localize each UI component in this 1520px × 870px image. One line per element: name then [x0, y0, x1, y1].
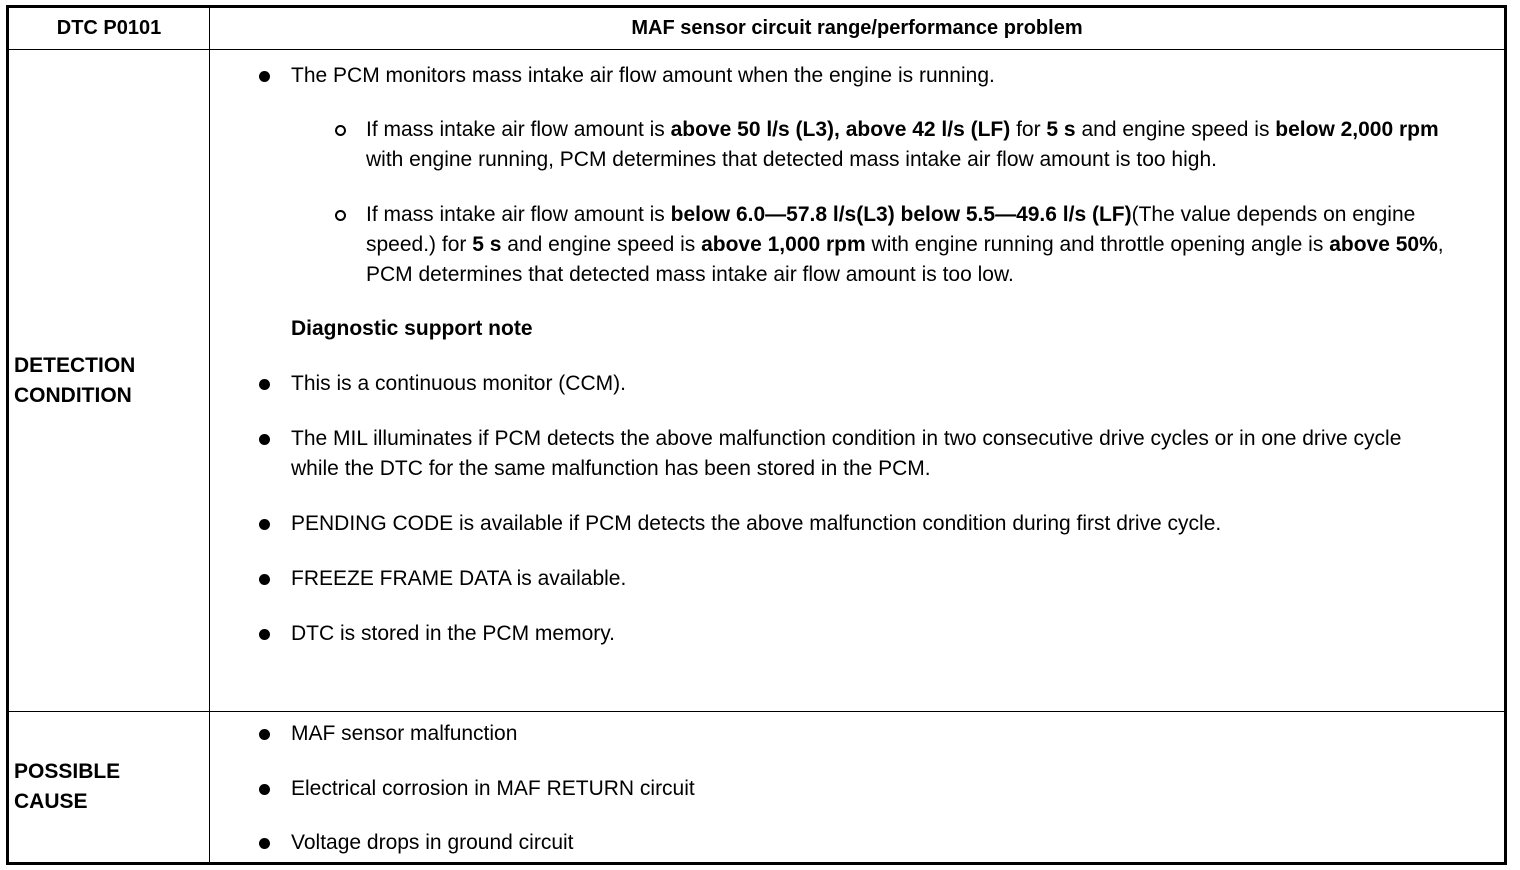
- detection-label: [8, 50, 210, 712]
- cause-row: [8, 712, 1506, 864]
- bullet-icon: [259, 784, 270, 795]
- note-text: DTC is stored in the PCM memory.: [291, 622, 616, 645]
- note-text: FREEZE FRAME DATA is available.: [291, 567, 627, 590]
- dtc-table: [6, 5, 1507, 865]
- note-text: PENDING CODE is available if PCM detects the above malfunction condition during first drive cycle.: [291, 512, 1222, 535]
- list-item: [210, 424, 1444, 484]
- emphasis-text: below 6.0—57.8 l/s(L3) below 5.5—49.6 l/s (LF): [670, 203, 1132, 226]
- list-item: [210, 719, 1444, 749]
- text-run: and engine speed is: [1075, 118, 1276, 141]
- list-item: [210, 564, 1444, 594]
- text-run: , PCM determines that detected mass intake air flow amount is too low.: [366, 233, 1444, 286]
- text-run: If mass intake air flow amount is: [366, 203, 671, 226]
- text-run: for: [1010, 118, 1047, 141]
- circle-bullet-icon: [335, 125, 346, 136]
- list-item: [210, 774, 1444, 804]
- emphasis-text: above 50%: [1329, 233, 1438, 256]
- label-line: CAUSE: [14, 790, 88, 813]
- note-title: Diagnostic support note: [291, 317, 533, 340]
- sub-item-text: [366, 118, 1439, 171]
- detection-content: [210, 50, 1506, 712]
- header-row: [8, 7, 1506, 50]
- bullet-icon: [259, 434, 270, 445]
- emphasis-text: above 50 l/s (L3), above 42 l/s (LF): [670, 118, 1011, 141]
- list-item: [210, 61, 1444, 91]
- sub-item: [210, 200, 1444, 290]
- list-item: [210, 509, 1444, 539]
- emphasis-text: below 2,000 rpm: [1275, 118, 1439, 141]
- text-run: with engine running, PCM determines that detected mass intake air flow amount is too high.: [366, 148, 1217, 171]
- list-item: [210, 369, 1444, 399]
- cause-text: Voltage drops in ground circuit: [291, 831, 574, 854]
- text-run: with engine running and throttle opening angle is: [865, 233, 1330, 256]
- sub-item-text: [366, 203, 1444, 286]
- bullet-icon: [259, 629, 270, 640]
- emphasis-text: above 1,000 rpm: [701, 233, 866, 256]
- label-line: CONDITION: [14, 383, 132, 407]
- dtc-title: MAF sensor circuit range/performance problem: [210, 7, 1506, 50]
- cause-text: MAF sensor malfunction: [291, 722, 518, 745]
- intro-text: The PCM monitors mass intake air flow amount when the engine is running.: [291, 64, 995, 87]
- bullet-icon: [259, 574, 270, 585]
- dtc-code: DTC P0101: [8, 7, 210, 50]
- bullet-icon: [259, 729, 270, 740]
- text-run: and engine speed is: [501, 233, 702, 256]
- note-text: The MIL illuminates if PCM detects the above malfunction condition in two consecutive drive cycles or in one drive cycle while the DTC for the same malfunction has been stored in the PCM.: [291, 427, 1402, 480]
- bullet-icon: [259, 71, 270, 82]
- emphasis-text: 5 s: [472, 233, 502, 256]
- label-line: POSSIBLE: [14, 760, 121, 783]
- emphasis-text: 5 s: [1046, 118, 1076, 141]
- bullet-icon: [259, 379, 270, 390]
- cause-text: Electrical corrosion in MAF RETURN circuit: [291, 777, 695, 800]
- bullet-icon: [259, 838, 270, 849]
- cause-label: [8, 712, 210, 864]
- sub-item: [210, 115, 1444, 175]
- bullet-icon: [259, 519, 270, 530]
- list-item: [210, 828, 1444, 858]
- list-item: [210, 619, 1444, 649]
- cause-content: [210, 712, 1506, 864]
- text-run: (The value depends on engine speed.) for: [366, 203, 1416, 256]
- label-line: DETECTION: [14, 353, 136, 377]
- detection-row: [8, 50, 1506, 712]
- circle-bullet-icon: [335, 210, 346, 221]
- note-text: This is a continuous monitor (CCM).: [291, 372, 626, 395]
- text-run: If mass intake air flow amount is: [366, 118, 671, 141]
